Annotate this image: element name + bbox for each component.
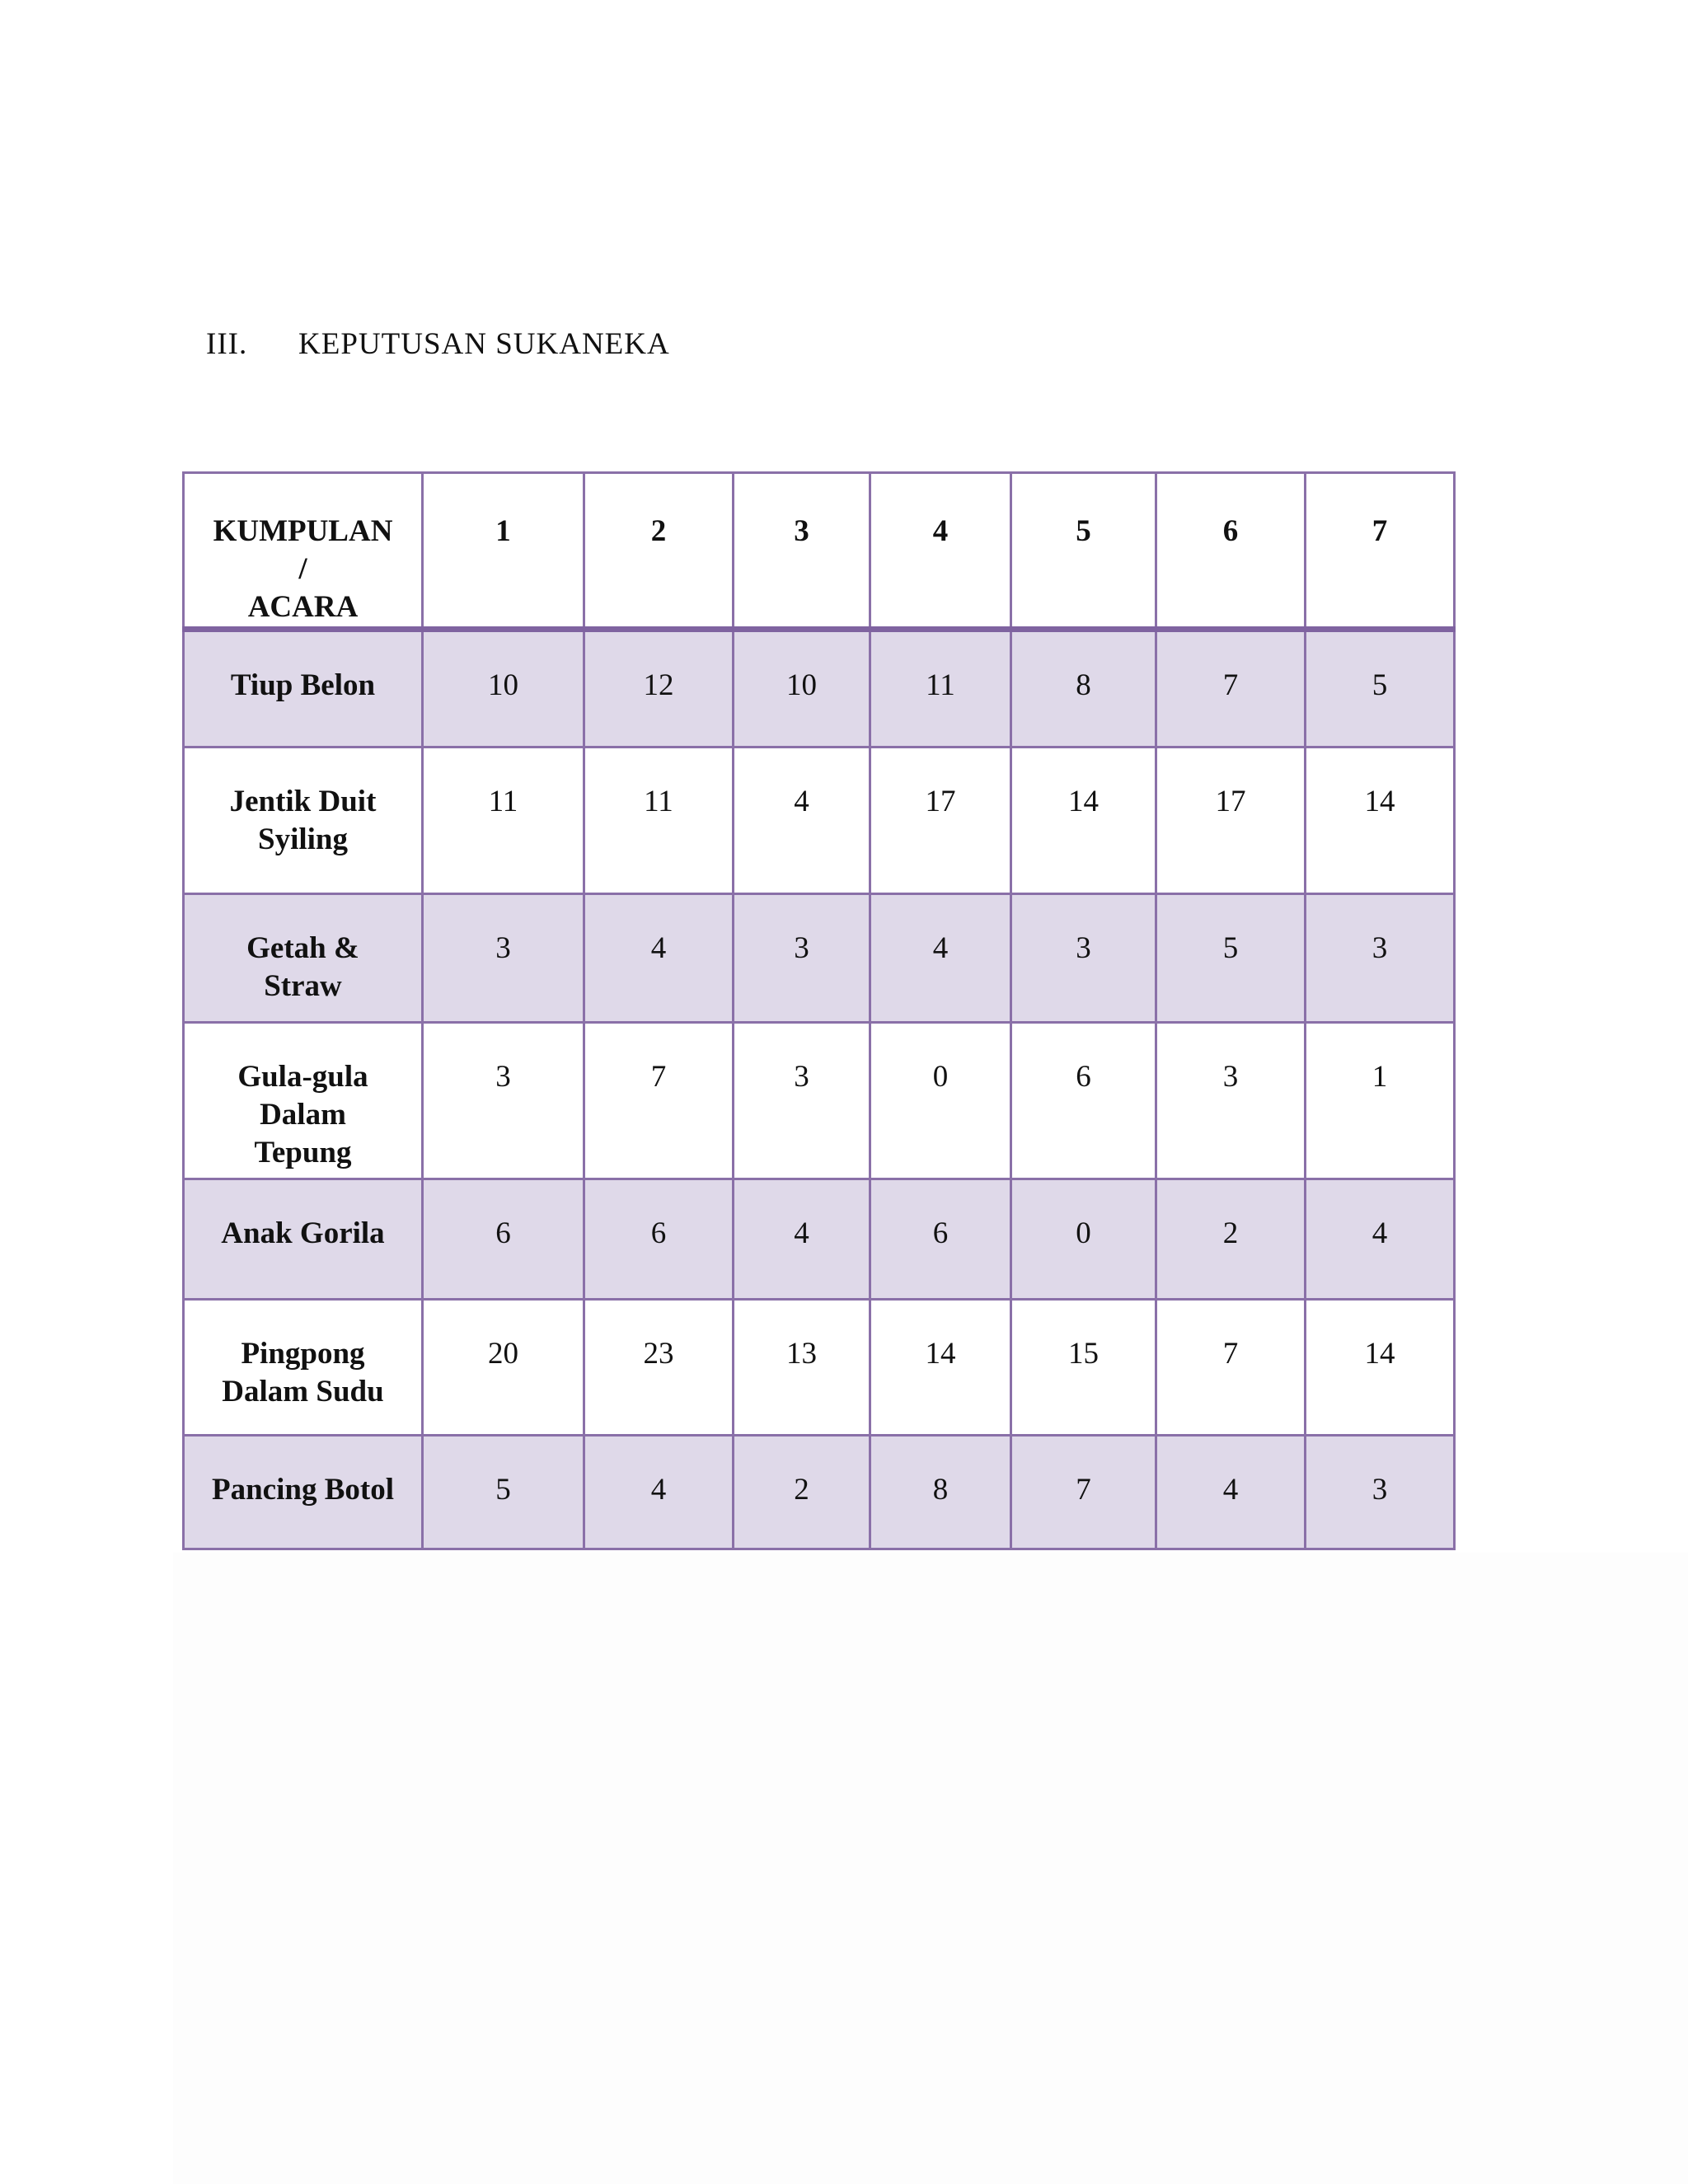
score-cell: 0 (1011, 1179, 1156, 1300)
group-header: 2 (584, 473, 734, 630)
score-cell: 11 (423, 748, 584, 894)
score-cell: 8 (870, 1436, 1011, 1549)
score-cell: 6 (584, 1179, 734, 1300)
event-name-line: Tepung (254, 1136, 352, 1169)
score-cell: 14 (1011, 748, 1156, 894)
score-cell: 3 (423, 1023, 584, 1179)
section-heading (206, 326, 670, 362)
event-name-line: Pingpong (241, 1337, 365, 1371)
score-cell: 10 (423, 630, 584, 748)
corner-label-line: ACARA (247, 590, 359, 624)
score-cell: 8 (1011, 630, 1156, 748)
score-cell: 13 (734, 1300, 870, 1436)
score-cell: 2 (1156, 1179, 1306, 1300)
score-cell: 20 (423, 1300, 584, 1436)
event-name-line: Pancing Botol (212, 1473, 394, 1507)
group-header: 5 (1011, 473, 1156, 630)
score-cell: 7 (1156, 630, 1306, 748)
table-row (184, 630, 1455, 748)
score-cell: 4 (584, 1436, 734, 1549)
event-name (184, 1023, 423, 1179)
score-cell: 14 (1306, 748, 1455, 894)
score-cell: 14 (1306, 1300, 1455, 1436)
score-cell: 3 (423, 894, 584, 1023)
score-cell: 3 (1011, 894, 1156, 1023)
score-cell: 4 (870, 894, 1011, 1023)
score-cell: 6 (870, 1179, 1011, 1300)
table-row (184, 1436, 1455, 1549)
corner-label-line: / (298, 552, 307, 586)
event-name (184, 1300, 423, 1436)
event-name (184, 1436, 423, 1549)
score-cell: 14 (870, 1300, 1011, 1436)
score-cell: 4 (734, 1179, 870, 1300)
event-name (184, 748, 423, 894)
score-cell: 17 (870, 748, 1011, 894)
score-cell: 7 (584, 1023, 734, 1179)
score-cell: 3 (1306, 894, 1455, 1023)
page-lower-area (173, 1553, 1688, 2184)
score-cell: 3 (1156, 1023, 1306, 1179)
score-cell: 6 (1011, 1023, 1156, 1179)
group-header: 1 (423, 473, 584, 630)
score-cell: 11 (584, 748, 734, 894)
event-name-line: Dalam Sudu (222, 1375, 384, 1408)
event-name (184, 1179, 423, 1300)
table-row (184, 1179, 1455, 1300)
score-cell: 5 (423, 1436, 584, 1549)
score-cell: 7 (1156, 1300, 1306, 1436)
score-cell: 15 (1011, 1300, 1156, 1436)
score-cell: 6 (423, 1179, 584, 1300)
group-header: 4 (870, 473, 1011, 630)
event-name-line: Getah & (246, 931, 359, 965)
score-cell: 0 (870, 1023, 1011, 1179)
event-name-line: Gula-gula (237, 1060, 368, 1094)
event-name (184, 630, 423, 748)
score-cell: 3 (734, 1023, 870, 1179)
score-cell: 4 (1156, 1436, 1306, 1549)
event-name-line: Anak Gorila (221, 1216, 385, 1250)
group-header: 7 (1306, 473, 1455, 630)
section-title: KEPUTUSAN SUKANEKA (298, 327, 670, 361)
group-header: 3 (734, 473, 870, 630)
score-cell: 10 (734, 630, 870, 748)
table-row (184, 1023, 1455, 1179)
score-cell: 17 (1156, 748, 1306, 894)
event-name (184, 894, 423, 1023)
event-name-line: Syiling (258, 823, 348, 856)
table-row (184, 1300, 1455, 1436)
score-cell: 4 (584, 894, 734, 1023)
score-cell: 5 (1306, 630, 1455, 748)
table-header-row (184, 473, 1455, 630)
score-cell: 3 (1306, 1436, 1455, 1549)
corner-label-line: KUMPULAN (213, 514, 393, 548)
score-cell: 4 (1306, 1179, 1455, 1300)
score-cell: 2 (734, 1436, 870, 1549)
event-name-line: Jentik Duit (229, 785, 377, 818)
score-cell: 3 (734, 894, 870, 1023)
score-cell: 11 (870, 630, 1011, 748)
corner-header (184, 473, 423, 630)
score-cell: 5 (1156, 894, 1306, 1023)
event-name-line: Dalam (260, 1098, 346, 1132)
event-name-line: Tiup Belon (230, 668, 376, 702)
score-cell: 7 (1011, 1436, 1156, 1549)
score-cell: 1 (1306, 1023, 1455, 1179)
table-row (184, 894, 1455, 1023)
section-number: III. (206, 327, 248, 361)
score-cell: 4 (734, 748, 870, 894)
score-cell: 23 (584, 1300, 734, 1436)
results-table (182, 471, 1456, 1550)
event-name-line: Straw (264, 969, 342, 1003)
group-header: 6 (1156, 473, 1306, 630)
table-row (184, 748, 1455, 894)
score-cell: 12 (584, 630, 734, 748)
